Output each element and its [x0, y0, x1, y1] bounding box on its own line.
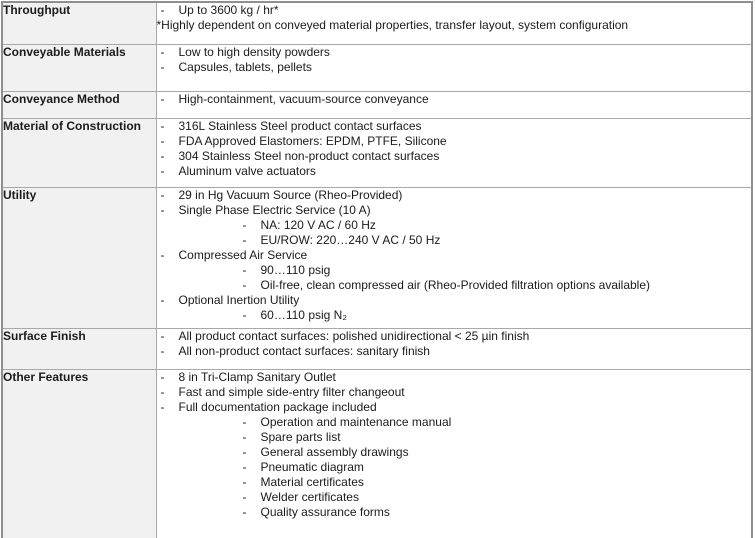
row-label-cell — [2, 188, 156, 329]
spec-item — [157, 164, 752, 179]
spec-item-text: 316L Stainless Steel product contact surfaces — [178, 119, 422, 133]
spec-item-text: Spare parts list — [260, 430, 341, 444]
spec-item — [157, 370, 752, 385]
spec-item — [157, 263, 752, 278]
spec-item-text: Operation and maintenance manual — [260, 415, 452, 429]
row-label: Utility — [3, 188, 37, 202]
spec-item-text: Low to high density powders — [178, 45, 330, 59]
row-label-cell — [2, 329, 156, 370]
spec-item-text: Pneumatic diagram — [260, 460, 364, 474]
spec-item — [157, 60, 752, 75]
spec-item — [157, 248, 752, 263]
row-label-cell — [2, 45, 156, 92]
spec-item — [157, 329, 752, 344]
spec-item-text: Quality assurance forms — [260, 505, 390, 519]
table-row — [2, 2, 752, 45]
row-label: Surface Finish — [3, 329, 86, 343]
spec-item-text: Full documentation package included — [178, 400, 377, 414]
table-row — [2, 329, 752, 370]
spec-item — [157, 278, 752, 293]
table-row — [2, 45, 752, 92]
spec-item — [157, 490, 752, 505]
row-content-cell — [156, 2, 752, 45]
row-label: Other Features — [3, 370, 89, 384]
spec-item-text: 29 in Hg Vacuum Source (Rheo-Provided) — [178, 188, 403, 202]
spec-item — [157, 188, 752, 203]
spec-item-text: High-containment, vacuum-source conveyance — [178, 92, 429, 106]
spec-item — [157, 445, 752, 460]
spec-item-text: All non-product contact surfaces: sanitary finish — [178, 344, 430, 358]
spec-item-text: All product contact surfaces: polished unidirectional < 25 µin finish — [178, 329, 530, 343]
spec-table — [1, 1, 753, 538]
spec-item-text: 90…110 psig — [260, 263, 331, 277]
row-label-cell — [2, 2, 156, 45]
spec-item-text: Capsules, tablets, pellets — [178, 60, 312, 74]
spec-item — [157, 203, 752, 218]
table-row — [2, 119, 752, 188]
spec-item — [157, 149, 752, 164]
spec-item-text: Oil-free, clean compressed air (Rheo-Provided filtration options available) — [260, 278, 651, 292]
spec-item-text: NA: 120 V AC / 60 Hz — [260, 218, 376, 232]
spec-item — [157, 233, 752, 248]
spec-item — [157, 475, 752, 490]
table-row — [2, 370, 752, 538]
footnote: *Highly dependent on conveyed material properties, transfer layout, system configuration — [156, 18, 629, 32]
row-label-cell — [2, 370, 156, 538]
spec-item — [157, 415, 752, 430]
spec-item-text: Welder certificates — [260, 490, 359, 504]
spec-item-text: Up to 3600 kg / hr* — [178, 3, 279, 17]
row-content-cell — [156, 92, 752, 119]
table-row — [2, 92, 752, 119]
spec-item-text: Aluminum valve actuators — [178, 164, 316, 178]
spec-table-body — [2, 2, 752, 538]
spec-item — [157, 400, 752, 415]
row-content-cell — [156, 45, 752, 92]
row-label-cell — [2, 119, 156, 188]
spec-item — [157, 460, 752, 475]
spec-item — [157, 134, 752, 149]
row-content-cell — [156, 329, 752, 370]
row-label-cell — [2, 92, 156, 119]
spec-item — [157, 308, 752, 323]
spec-item — [157, 45, 752, 60]
spec-item-text: Fast and simple side-entry filter changeout — [178, 385, 405, 399]
spec-item — [157, 344, 752, 359]
spec-item — [157, 3, 752, 18]
row-content-cell — [156, 370, 752, 538]
spec-item-text: Single Phase Electric Service (10 A) — [178, 203, 371, 217]
spec-item-text: General assembly drawings — [260, 445, 409, 459]
row-label: Throughput — [3, 3, 71, 17]
spec-item — [157, 505, 752, 520]
row-content-cell — [156, 188, 752, 329]
spec-item — [157, 385, 752, 400]
spec-item — [157, 92, 752, 107]
spec-item-text: 304 Stainless Steel non-product contact surfaces — [178, 149, 440, 163]
spec-item-text: EU/ROW: 220…240 V AC / 50 Hz — [260, 233, 441, 247]
row-label: Material of Construction — [3, 119, 142, 133]
spec-item-text: Material certificates — [260, 475, 364, 489]
spec-item-text: 8 in Tri-Clamp Sanitary Outlet — [178, 370, 336, 384]
spec-item-text: 60…110 psig N₂ — [260, 308, 347, 322]
spec-item-text: Compressed Air Service — [178, 248, 308, 262]
row-content-cell — [156, 119, 752, 188]
spec-item — [157, 218, 752, 233]
spec-item — [157, 293, 752, 308]
spec-item — [157, 430, 752, 445]
spec-item-text: FDA Approved Elastomers: EPDM, PTFE, Silicone — [178, 134, 447, 148]
row-label: Conveyable Materials — [3, 45, 126, 59]
table-row — [2, 188, 752, 329]
row-label: Conveyance Method — [3, 92, 120, 106]
spec-item — [157, 119, 752, 134]
spec-item-text: Optional Inertion Utility — [178, 293, 300, 307]
